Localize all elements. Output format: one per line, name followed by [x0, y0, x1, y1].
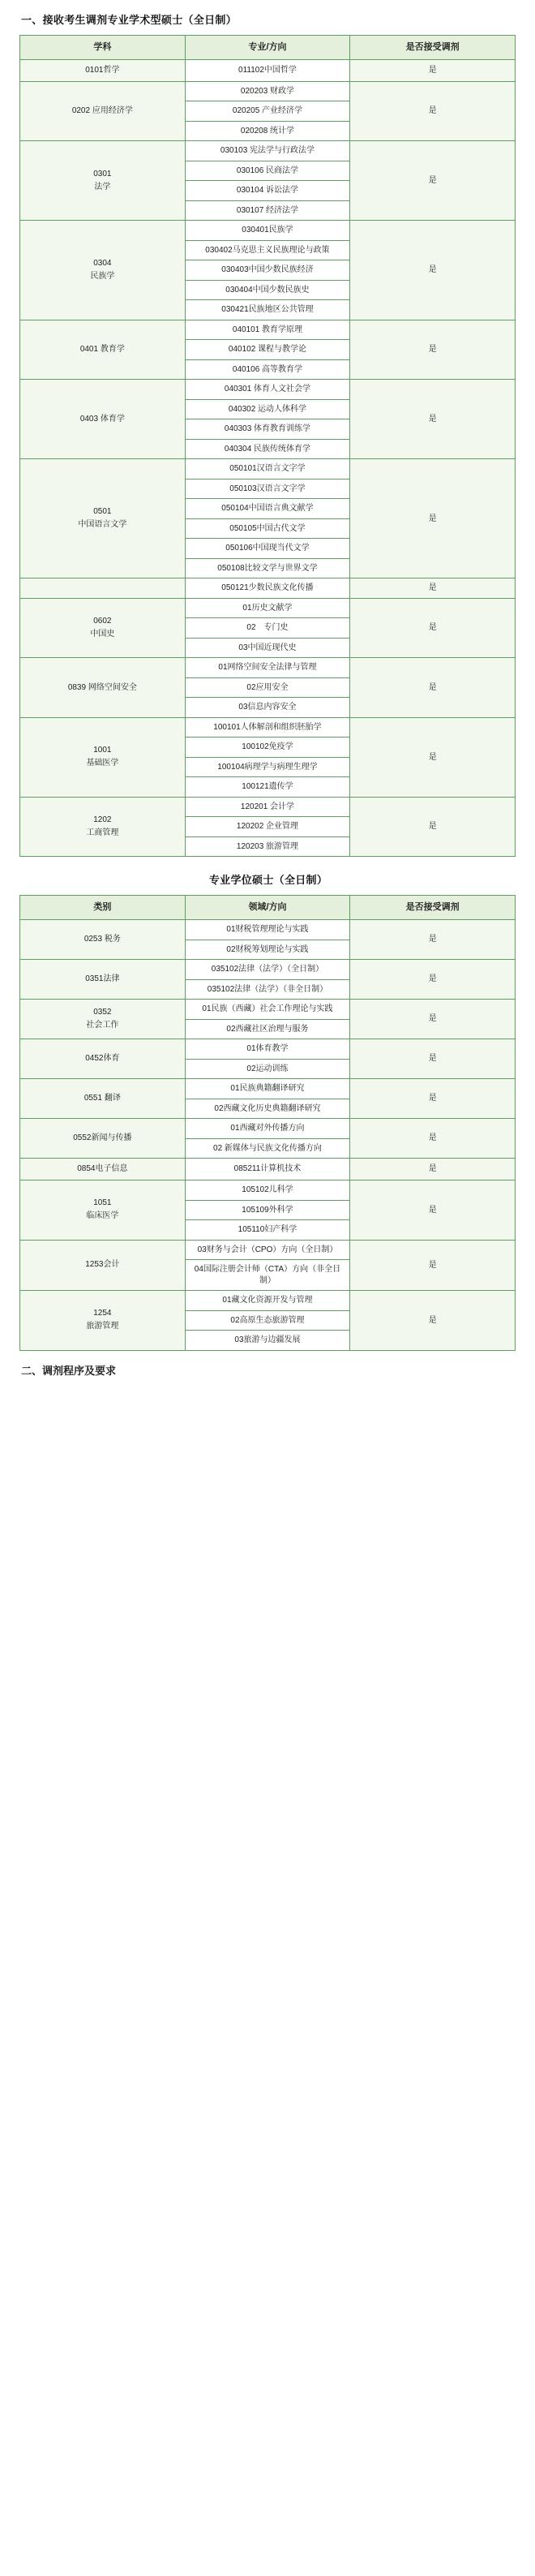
- accept-transfer-cell: 是: [350, 920, 516, 960]
- direction-cell: 040106 高等教育学: [185, 359, 350, 380]
- table-row: [20, 717, 516, 738]
- accept-transfer-cell: 是: [350, 598, 516, 658]
- direction-cell: 100102免疫学: [185, 738, 350, 758]
- column-header-field: 领域/方向: [185, 896, 350, 920]
- discipline-cell: 0551 翻译: [20, 1079, 186, 1119]
- professional-table-body: [20, 920, 516, 1351]
- direction-cell: 01民族（西藏）社会工作理论与实践: [185, 1000, 350, 1020]
- direction-cell: 085211计算机技术: [185, 1159, 350, 1180]
- discipline-cell: 0301 法学: [20, 141, 186, 221]
- discipline-cell: 1001 基础医学: [20, 717, 186, 797]
- page-title-professional: 专业学位硕士（全日制）: [208, 874, 328, 887]
- direction-cell: 030404中国少数民族史: [185, 280, 350, 300]
- table-row: [20, 380, 516, 400]
- direction-cell: 030421民族地区公共管理: [185, 300, 350, 320]
- accept-transfer-cell: 是: [350, 1119, 516, 1159]
- direction-cell: 020205 产业经济学: [185, 101, 350, 122]
- direction-cell: 02西藏文化历史典籍翻译研究: [185, 1099, 350, 1119]
- professional-majors-table: [19, 895, 516, 1350]
- direction-cell: 050106中国现当代文学: [185, 539, 350, 559]
- table-row: [20, 1119, 516, 1139]
- direction-cell: 040304 民族传统体育学: [185, 439, 350, 459]
- direction-cell: 035102法律（法学）（全日制）: [185, 960, 350, 980]
- table-row: [20, 1180, 516, 1201]
- discipline-cell: 0403 体育学: [20, 380, 186, 459]
- academic-table-body: [20, 59, 516, 857]
- discipline-cell: 0253 税务: [20, 920, 186, 960]
- table-row: [20, 598, 516, 618]
- discipline-cell: 0352 社会工作: [20, 1000, 186, 1039]
- direction-cell: 030402马克思主义民族理论与政策: [185, 240, 350, 260]
- direction-cell: 03中国近现代史: [185, 638, 350, 658]
- table-row: [20, 59, 516, 81]
- table-header-row: [20, 896, 516, 920]
- accept-transfer-cell: 是: [350, 658, 516, 718]
- accept-transfer-cell: 是: [350, 459, 516, 578]
- direction-cell: 02 新媒体与民族文化传播方向: [185, 1138, 350, 1159]
- discipline-cell: 0401 教育学: [20, 320, 186, 380]
- discipline-cell: 1202 工商管理: [20, 797, 186, 857]
- accept-transfer-cell: 是: [350, 1079, 516, 1119]
- table-row: [20, 578, 516, 599]
- discipline-cell: 0452体育: [20, 1039, 186, 1079]
- direction-cell: 050103汉语言文字学: [185, 479, 350, 499]
- direction-cell: 01西藏对外传播方向: [185, 1119, 350, 1139]
- direction-cell: 01藏文化资源开发与管理: [185, 1291, 350, 1311]
- direction-cell: 105102儿科学: [185, 1180, 350, 1201]
- direction-cell: 100101人体解剖和组织胚胎学: [185, 717, 350, 738]
- academic-table-header: [20, 36, 516, 60]
- accept-transfer-cell: 是: [350, 1291, 516, 1351]
- discipline-cell: 0202 应用经济学: [20, 81, 186, 141]
- table-row: [20, 81, 516, 101]
- direction-cell: 040301 体育人文社会学: [185, 380, 350, 400]
- column-header-discipline: 学科: [20, 36, 186, 60]
- discipline-cell: 0351法律: [20, 960, 186, 1000]
- table-row: [20, 221, 516, 241]
- discipline-cell: 0101哲学: [20, 59, 186, 81]
- table-row: [20, 320, 516, 340]
- direction-cell: 02运动训练: [185, 1059, 350, 1079]
- table-row: [20, 141, 516, 161]
- direction-cell: 030403中国少数民族经济: [185, 260, 350, 281]
- direction-cell: 050105中国古代文学: [185, 518, 350, 539]
- table-row: [20, 1240, 516, 1260]
- accept-transfer-cell: 是: [350, 141, 516, 221]
- column-header-accept: 是否接受调剂: [350, 896, 516, 920]
- table-row: [20, 1039, 516, 1060]
- discipline-cell: 0501 中国语言文学: [20, 459, 186, 578]
- direction-cell: 02应用安全: [185, 677, 350, 698]
- table-row: [20, 797, 516, 817]
- table-row: [20, 1291, 516, 1311]
- table-row: [20, 1000, 516, 1020]
- discipline-cell: 0854电子信息: [20, 1159, 186, 1180]
- accept-transfer-cell: 是: [350, 1000, 516, 1039]
- direction-cell: 020203 财政学: [185, 81, 350, 101]
- accept-transfer-cell: 是: [350, 380, 516, 459]
- direction-cell: 105110妇产科学: [185, 1220, 350, 1241]
- discipline-cell: 1253会计: [20, 1240, 186, 1291]
- accept-transfer-cell: 是: [350, 1159, 516, 1180]
- direction-cell: 040102 课程与教学论: [185, 340, 350, 360]
- accept-transfer-cell: 是: [350, 320, 516, 380]
- accept-transfer-cell: 是: [350, 960, 516, 1000]
- table-row: [20, 658, 516, 678]
- page-title-academic: 一、接收考生调剂专业学术型硕士（全日制）: [21, 14, 238, 26]
- accept-transfer-cell: 是: [350, 797, 516, 857]
- column-header-category: 类别: [20, 896, 186, 920]
- table-row: [20, 960, 516, 980]
- direction-cell: 030401民族学: [185, 221, 350, 241]
- direction-cell: 120203 旅游管理: [185, 836, 350, 857]
- direction-cell: 030107 经济法学: [185, 200, 350, 221]
- direction-cell: 03旅游与边疆发展: [185, 1331, 350, 1351]
- direction-cell: 01网络空间安全法律与管理: [185, 658, 350, 678]
- direction-cell: 02西藏社区治理与服务: [185, 1019, 350, 1039]
- academic-majors-table: [19, 35, 516, 857]
- accept-transfer-cell: 是: [350, 221, 516, 320]
- accept-transfer-cell: 是: [350, 1180, 516, 1241]
- direction-cell: 035102法律（法学）（非全日制）: [185, 979, 350, 1000]
- direction-cell: 050101汉语言文字学: [185, 459, 350, 480]
- direction-cell: 02高原生态旅游管理: [185, 1310, 350, 1331]
- accept-transfer-cell: 是: [350, 59, 516, 81]
- direction-cell: 030104 诉讼法学: [185, 181, 350, 201]
- professional-table-header: [20, 896, 516, 920]
- direction-cell: 02 专门史: [185, 618, 350, 639]
- discipline-cell: 0839 网络空间安全: [20, 658, 186, 718]
- direction-cell: 030106 民商法学: [185, 161, 350, 181]
- direction-cell: 030103 宪法学与行政法学: [185, 141, 350, 161]
- direction-cell: 01财税管理理论与实践: [185, 920, 350, 940]
- direction-cell: 050121少数民族文化传播: [185, 578, 350, 599]
- direction-cell: 100121遗传学: [185, 777, 350, 798]
- discipline-cell: 0304 民族学: [20, 221, 186, 320]
- direction-cell: 01体育教学: [185, 1039, 350, 1060]
- page-title-procedure: 二、调剂程序及要求: [21, 1364, 117, 1377]
- direction-cell: 03信息内容安全: [185, 698, 350, 718]
- direction-cell: 04国际注册会计师（CTA）方向（非全日制）: [185, 1260, 350, 1291]
- accept-transfer-cell: 是: [350, 1039, 516, 1079]
- direction-cell: 01民族典籍翻译研究: [185, 1079, 350, 1099]
- discipline-cell: 0552新闻与传播: [20, 1119, 186, 1159]
- direction-cell: 050108比较文学与世界文学: [185, 558, 350, 578]
- discipline-cell: 0602 中国史: [20, 598, 186, 658]
- direction-cell: 01历史文献学: [185, 598, 350, 618]
- table-header-row: [20, 36, 516, 60]
- table-row: [20, 459, 516, 480]
- direction-cell: 100104病理学与病理生理学: [185, 757, 350, 777]
- direction-cell: 040303 体育教育训练学: [185, 419, 350, 440]
- direction-cell: 050104中国语言典文献学: [185, 499, 350, 519]
- direction-cell: 020208 统计学: [185, 121, 350, 141]
- table-row: [20, 1079, 516, 1099]
- table-row: [20, 1159, 516, 1180]
- discipline-cell: 1051 临床医学: [20, 1180, 186, 1241]
- column-header-direction: 专业/方向: [185, 36, 350, 60]
- direction-cell: 040302 运动人体科学: [185, 399, 350, 419]
- accept-transfer-cell: 是: [350, 717, 516, 797]
- direction-cell: 011102中国哲学: [185, 59, 350, 81]
- direction-cell: 02财税筹划理论与实践: [185, 940, 350, 960]
- discipline-cell: 1254 旅游管理: [20, 1291, 186, 1351]
- column-header-accept: 是否接受调剂: [350, 36, 516, 60]
- accept-transfer-cell: 是: [350, 81, 516, 141]
- direction-cell: 03财务与会计（CPO）方向（全日制）: [185, 1240, 350, 1260]
- direction-cell: 040101 教育学原理: [185, 320, 350, 340]
- accept-transfer-cell: 是: [350, 1240, 516, 1291]
- direction-cell: 120201 会计学: [185, 797, 350, 817]
- direction-cell: 105109外科学: [185, 1200, 350, 1220]
- accept-transfer-cell: 是: [350, 578, 516, 599]
- direction-cell: 120202 企业管理: [185, 817, 350, 837]
- table-row: [20, 920, 516, 940]
- discipline-cell: [20, 578, 186, 599]
